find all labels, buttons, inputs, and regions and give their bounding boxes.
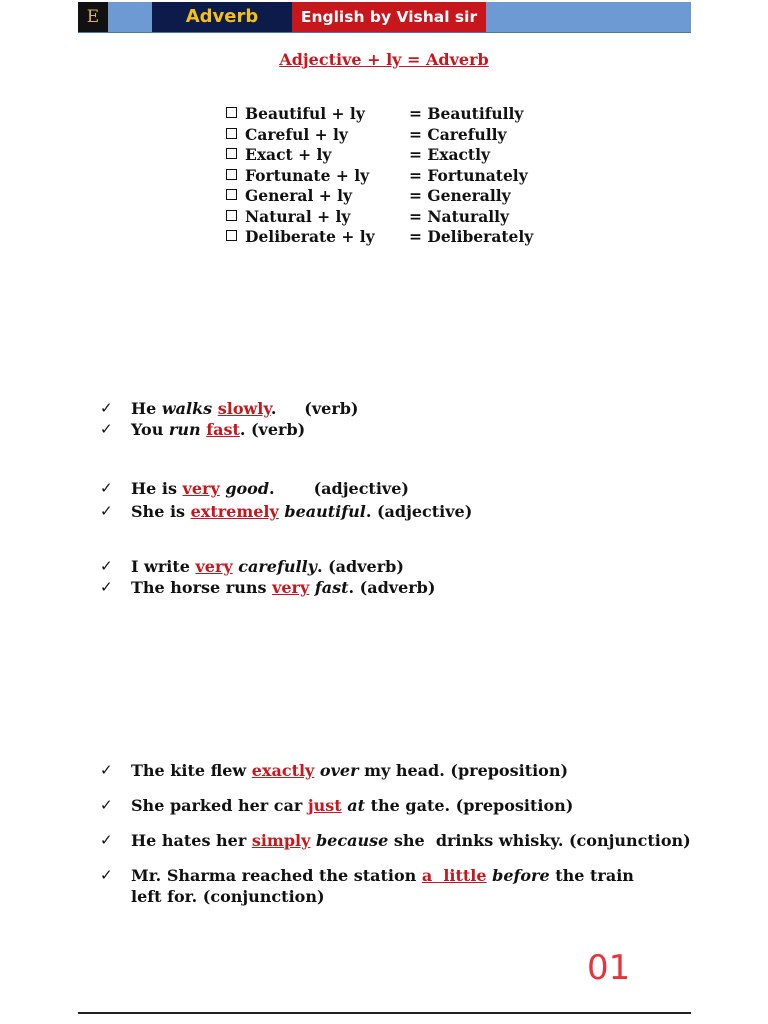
checkbox-icon bbox=[226, 128, 237, 139]
adverb-highlight: very bbox=[272, 578, 310, 597]
check-icon: ✓ bbox=[100, 557, 113, 575]
italic-word: over bbox=[319, 761, 359, 780]
brand-label: English by Vishal sir bbox=[292, 2, 486, 32]
word-base: Natural + ly bbox=[245, 206, 351, 226]
adverb-highlight: just bbox=[307, 796, 342, 815]
sentence-text: She parked her car bbox=[131, 796, 308, 815]
list-item bbox=[224, 166, 533, 187]
sentence-text: . (verb) bbox=[270, 399, 359, 418]
example-sentence bbox=[100, 865, 651, 907]
sentence-text: He hates her bbox=[131, 831, 252, 850]
example-sentence bbox=[100, 501, 472, 522]
sentence-text: You bbox=[131, 420, 169, 439]
examples-preposition-conjunction bbox=[100, 760, 691, 921]
check-icon: ✓ bbox=[100, 502, 113, 520]
adverb-highlight: very bbox=[195, 557, 233, 576]
italic-word: because bbox=[315, 831, 389, 850]
logo-text: E bbox=[86, 7, 100, 27]
sentence-text: The kite flew bbox=[131, 761, 252, 780]
adverb-highlight: slowly bbox=[217, 399, 271, 418]
word-list bbox=[224, 104, 533, 248]
sentence-text: . (adjective) bbox=[365, 502, 473, 521]
checkbox-icon bbox=[226, 148, 237, 159]
sentence-text: I write bbox=[131, 557, 196, 576]
sentence-text: my head. (preposition) bbox=[358, 761, 569, 780]
word-base: Exact + ly bbox=[245, 145, 332, 164]
word-base: Deliberate + ly bbox=[245, 227, 375, 246]
italic-word: beautiful bbox=[284, 502, 366, 521]
word-result: = Fortunately bbox=[409, 165, 528, 185]
word-result: = Carefully bbox=[409, 124, 507, 144]
page-number: 01 bbox=[587, 948, 631, 988]
word-base: General + ly bbox=[245, 186, 353, 205]
sentence-text: Mr. Sharma reached the station bbox=[131, 866, 422, 885]
sentence-text: She is bbox=[131, 502, 191, 521]
italic-word: before bbox=[492, 866, 550, 885]
check-icon: ✓ bbox=[100, 479, 113, 497]
italic-word: walks bbox=[161, 399, 213, 418]
checkbox-icon bbox=[226, 169, 237, 180]
word-result: = Beautifully bbox=[409, 104, 524, 123]
footer-divider bbox=[78, 1012, 691, 1014]
word-base: Careful + ly bbox=[245, 124, 348, 144]
adverb-highlight: exactly bbox=[251, 761, 315, 780]
check-icon: ✓ bbox=[100, 578, 113, 596]
list-item bbox=[224, 186, 533, 207]
sentence-text: The horse runs bbox=[131, 578, 273, 597]
sentence-text: . (adjective) bbox=[269, 479, 409, 498]
example-sentence bbox=[100, 419, 359, 440]
word-base: Beautiful + ly bbox=[245, 104, 365, 123]
check-icon: ✓ bbox=[100, 831, 113, 849]
list-item bbox=[224, 207, 533, 228]
checkbox-icon bbox=[226, 189, 237, 200]
list-item bbox=[224, 104, 533, 125]
tab-adverb: Adverb bbox=[152, 2, 292, 32]
list-item bbox=[224, 125, 533, 146]
sentence-text: she drinks whisky. (conjunction) bbox=[388, 831, 691, 850]
list-item bbox=[224, 145, 533, 166]
examples-adjective bbox=[100, 478, 472, 522]
example-sentence bbox=[100, 795, 691, 816]
sentence-text: . (adverb) bbox=[348, 578, 436, 597]
page-title: Adjective + ly = Adverb bbox=[279, 50, 489, 69]
sentence-text: He is bbox=[131, 479, 183, 498]
word-base: Fortunate + ly bbox=[245, 165, 370, 185]
adverb-highlight: fast bbox=[206, 420, 240, 439]
checkbox-icon bbox=[226, 107, 237, 118]
word-result: = Generally bbox=[409, 186, 511, 205]
example-sentence bbox=[100, 577, 435, 598]
example-sentence bbox=[100, 478, 472, 499]
examples-verb bbox=[100, 398, 359, 440]
italic-word: at bbox=[347, 796, 366, 815]
word-result: = Exactly bbox=[409, 145, 490, 164]
sentence-text: He bbox=[131, 399, 162, 418]
example-sentence bbox=[100, 760, 691, 781]
italic-word: fast bbox=[314, 578, 349, 597]
check-icon: ✓ bbox=[100, 866, 113, 884]
examples-adverb bbox=[100, 556, 435, 598]
check-icon: ✓ bbox=[100, 761, 113, 779]
sentence-text: . (adverb) bbox=[316, 557, 404, 576]
check-icon: ✓ bbox=[100, 420, 113, 438]
checkbox-icon bbox=[226, 230, 237, 241]
italic-word: good bbox=[225, 479, 270, 498]
word-result: = Deliberately bbox=[409, 227, 534, 246]
check-icon: ✓ bbox=[100, 399, 113, 417]
adverb-highlight: simply bbox=[251, 831, 311, 850]
sentence-text: the train left for. (conjunction) bbox=[131, 866, 634, 906]
sentence-text: the gate. (preposition) bbox=[365, 796, 574, 815]
italic-word: run bbox=[168, 420, 201, 439]
example-sentence bbox=[100, 830, 691, 851]
sentence-text: . (verb) bbox=[239, 420, 306, 439]
example-sentence bbox=[100, 556, 435, 577]
adverb-highlight: extremely bbox=[190, 502, 279, 521]
adverb-highlight: a little bbox=[421, 866, 487, 885]
logo bbox=[78, 2, 108, 32]
word-result: = Naturally bbox=[409, 206, 510, 226]
italic-word: carefully bbox=[238, 557, 317, 576]
adverb-highlight: very bbox=[182, 479, 220, 498]
list-item bbox=[224, 227, 533, 248]
example-sentence bbox=[100, 398, 359, 419]
check-icon: ✓ bbox=[100, 796, 113, 814]
checkbox-icon bbox=[226, 210, 237, 221]
